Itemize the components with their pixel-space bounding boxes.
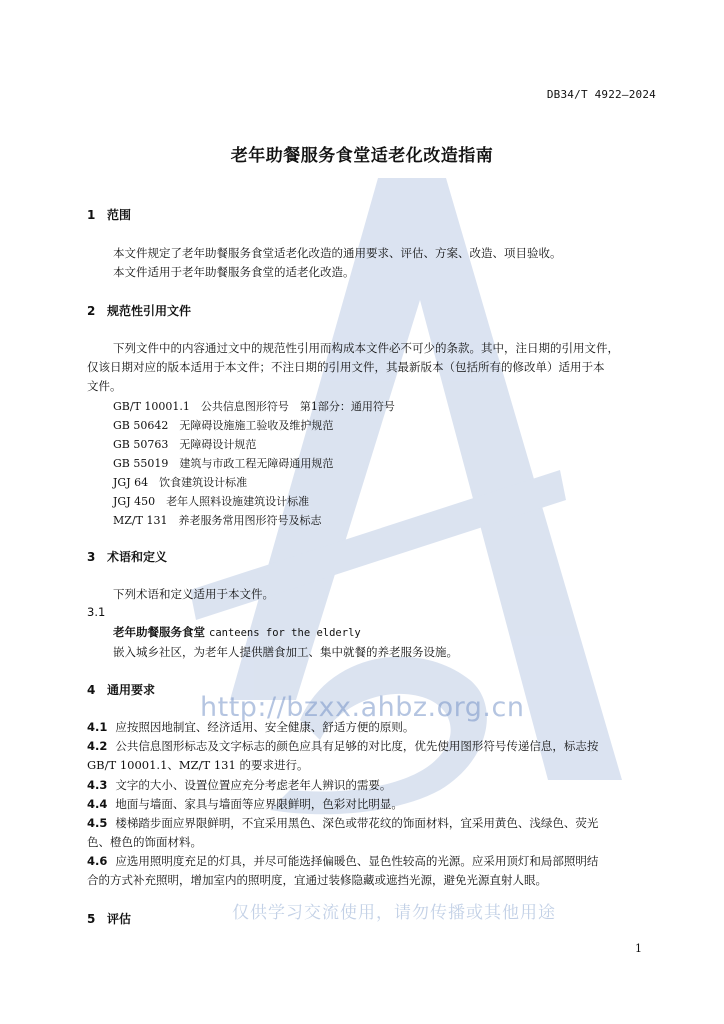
clause-4-3: 4.3 文字的大小、设置位置应充分考虑老年人辨识的需要。	[87, 778, 392, 792]
reference-item: GB/T 10001.1 公共信息图形符号 第1部分：通用符号	[113, 400, 395, 413]
section-heading-5: 5 评估	[87, 912, 132, 926]
section-heading-3: 3 术语和定义	[87, 550, 168, 564]
clause-4-4: 4.4 地面与墙面、家具与墙面等应界限鲜明，色彩对比明显。	[87, 797, 403, 811]
clause-4-5: 4.5 楼梯踏步面应界限鲜明，不宜采用黑色、深色或带花纹的饰面材料，宜采用黄色、浅绿色、荧光	[87, 816, 599, 830]
term-number: 3.1	[87, 605, 106, 619]
watermark-url: http://bzxx.ahbz.org.cn	[200, 692, 525, 723]
reference-item: JGJ 450 老年人照料设施建筑设计标准	[113, 495, 310, 508]
clause-4-1: 4.1 应按照因地制宜、经济适用、安全健康、舒适方便的原则。	[87, 720, 415, 734]
reference-item: GB 50763 无障碍设计规范	[113, 438, 257, 451]
term-name: 老年助餐服务食堂 canteens for the elderly	[113, 625, 361, 639]
section-heading-2: 2 规范性引用文件	[87, 304, 192, 318]
reference-item: GB 50642 无障碍设施施工验收及维护规范	[113, 419, 334, 432]
document-title: 老年助餐服务食堂适老化改造指南	[230, 146, 494, 166]
paragraph-line: 下列文件中的内容通过文中的规范性引用而构成本文件必不可少的条款。其中，注日期的引用文件，	[113, 341, 619, 355]
section-heading-1: 1 范围	[87, 208, 132, 222]
clause-continuation: 色、橙色的饰面材料。	[87, 835, 202, 849]
paragraph-line: 本文件规定了老年助餐服务食堂适老化改造的通用要求、评估、方案、改造、项目验收。	[113, 246, 562, 260]
watermark-notice: 仅供学习交流使用，请勿传播或其他用途	[232, 903, 556, 923]
clause-4-6: 4.6 应选用照明度充足的灯具，并尽可能选择偏暖色、显色性较高的光源。应采用顶灯和局部照明结	[87, 854, 599, 868]
paragraph-line: 下列术语和定义适用于本文件。	[113, 587, 274, 601]
term-definition: 嵌入城乡社区，为老年人提供膳食加工、集中就餐的养老服务设施。	[113, 645, 458, 659]
paragraph-line: 文件。	[87, 379, 122, 393]
paragraph-line: 本文件适用于老年助餐服务食堂的适老化改造。	[113, 265, 355, 279]
section-heading-4: 4 通用要求	[87, 683, 156, 697]
document-code: DB34/T 4922—2024	[546, 88, 656, 101]
clause-continuation: 合的方式补充照明，增加室内的照明度，宜通过装修隐藏或遮挡光源，避免光源直射人眼。	[87, 873, 547, 887]
paragraph-line: 仅该日期对应的版本适用于本文件；不注日期的引用文件，其最新版本（包括所有的修改单）适用于本	[87, 360, 605, 374]
reference-item: JGJ 64 饮食建筑设计标准	[113, 476, 248, 489]
page-number: 1	[635, 942, 642, 955]
clause-continuation: GB/T 10001.1、MZ/T 131 的要求进行。	[87, 758, 309, 772]
reference-item: MZ/T 131 养老服务常用图形符号及标志	[113, 514, 322, 527]
clause-4-2: 4.2 公共信息图形标志及文字标志的颜色应具有足够的对比度，优先使用图形符号传递信息，标志按	[87, 739, 599, 753]
reference-item: GB 55019 建筑与市政工程无障碍通用规范	[113, 457, 334, 470]
